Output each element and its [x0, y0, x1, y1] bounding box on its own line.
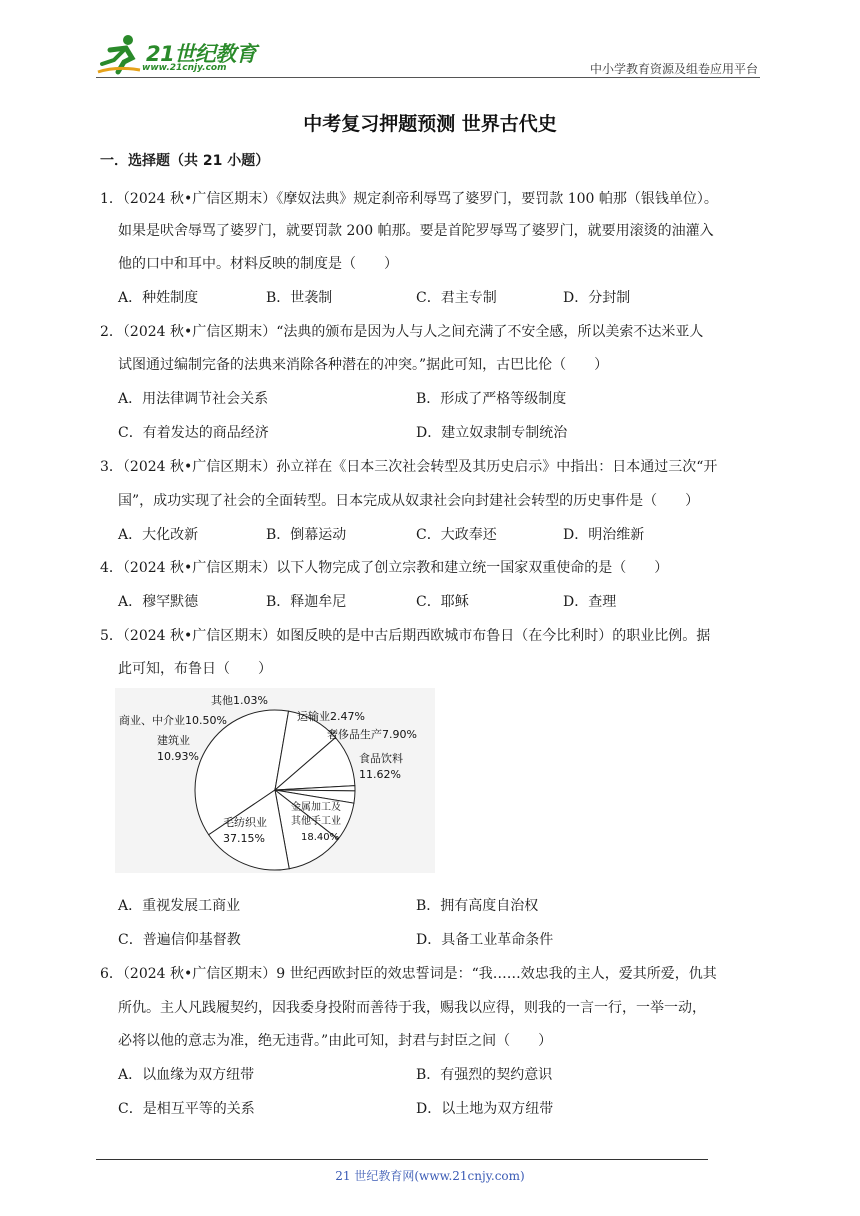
question-2-line-2: 试图通过编制完备的法典来消除各种潜在的冲突。”据此可知，古巴比伦（ ） — [118, 357, 609, 373]
question-1-option-c[interactable]: C．君主专制 — [416, 290, 497, 306]
question-5-option-a[interactable]: A．重视发展工商业 — [118, 898, 241, 914]
label-jinshu-2: 其他手工业 — [291, 816, 341, 827]
page-title: 中考复习押题预测 世界古代史 — [303, 113, 557, 135]
pie-chart — [115, 688, 435, 873]
question-3-option-d[interactable]: D．明治维新 — [563, 527, 645, 543]
label-shangye: 商业、中介业10.50% — [119, 714, 227, 727]
label-qita: 其他1.03% — [211, 694, 268, 707]
question-1-line-1: 1．（2024 秋•广信区期末）《摩奴法典》规定刹帝利辱骂了婆罗门，要罚款 100 帕那（银钱单位）。 — [100, 191, 718, 207]
question-1-line-2: 如果是吠舍辱骂了婆罗门，就要罚款 200 帕那。要是首陀罗辱骂了婆罗门，就要用滚烫的油灌入 — [118, 223, 714, 239]
question-4-option-c[interactable]: C．耶稣 — [416, 594, 469, 610]
label-shechi: 奢侈品生产7.90% — [327, 728, 417, 741]
question-2-option-b[interactable]: B．形成了严格等级制度 — [416, 391, 567, 407]
logo-text: 21世纪教育 — [146, 42, 257, 66]
question-6-line-1: 6．（2024 秋•广信区期末）9 世纪西欧封臣的效忠誓词是：“我……效忠我的主人，爱其所爱，仇其 — [100, 966, 717, 982]
question-5-option-d[interactable]: D．具备工业革命条件 — [416, 932, 554, 948]
label-shipin-name: 食品饮料 — [359, 752, 403, 765]
question-3-option-b[interactable]: B．倒幕运动 — [266, 527, 347, 543]
question-5-line-2: 此可知，布鲁日（ ） — [118, 661, 272, 677]
question-3-option-a[interactable]: A．大化改新 — [118, 527, 199, 543]
header-divider — [96, 77, 760, 78]
question-3-line-1: 3．（2024 秋•广信区期末）孙立祥在《日本三次社会转型及其历史启示》中指出：日本通过三次“开 — [100, 459, 718, 475]
runner-logo-icon — [96, 32, 146, 76]
label-jinshu-3: 18.40% — [301, 832, 340, 843]
question-3-line-2: 国”，成功实现了社会的全面转型。日本完成从奴隶社会向封建社会转型的历史事件是（ ） — [118, 493, 700, 509]
question-2-option-c[interactable]: C．有着发达的商品经济 — [118, 425, 269, 441]
pie-chart-svg — [115, 688, 435, 873]
label-maofang-name: 毛纺织业 — [223, 816, 267, 829]
question-1-option-d[interactable]: D．分封制 — [563, 290, 631, 306]
question-3-option-c[interactable]: C．大政奉还 — [416, 527, 497, 543]
question-4-option-b[interactable]: B．释迦牟尼 — [266, 594, 347, 610]
question-6-option-c[interactable]: C．是相互平等的关系 — [118, 1101, 255, 1117]
section-heading: 一．选择题（共 21 小题） — [100, 153, 270, 169]
label-maofang-value: 37.15% — [223, 832, 265, 845]
question-2-line-1: 2．（2024 秋•广信区期末）“法典的颁布是因为人与人之间充满了不安全感，所以美索不达米亚人 — [100, 324, 704, 340]
question-6-line-3: 必将以他的意志为准，绝无违背。”由此可知，封君与封臣之间（ ） — [118, 1033, 553, 1049]
question-5-option-b[interactable]: B．拥有高度自治权 — [416, 898, 539, 914]
question-6-option-d[interactable]: D．以土地为双方纽带 — [416, 1101, 554, 1117]
logo-url: www.21cnjy.com — [142, 63, 227, 73]
question-5-option-c[interactable]: C．普遍信仰基督教 — [118, 932, 241, 948]
label-jianzhu-name: 建筑业 — [157, 734, 190, 747]
question-6-option-a[interactable]: A．以血缘为双方纽带 — [118, 1067, 255, 1083]
question-4-option-d[interactable]: D．查理 — [563, 594, 617, 610]
question-1-line-3: 他的口中和耳中。材料反映的制度是（ ） — [118, 256, 398, 272]
question-2-option-a[interactable]: A．用法律调节社会关系 — [118, 391, 269, 407]
question-6-line-2: 所仇。主人凡践履契约，因我委身投附而善待于我，赐我以应得，则我的一言一行，一举一动， — [118, 1000, 706, 1016]
label-yunshu: 运输业2.47% — [297, 710, 365, 723]
question-1-option-b[interactable]: B．世袭制 — [266, 290, 333, 306]
label-shipin-value: 11.62% — [359, 768, 401, 781]
question-1-option-a[interactable]: A．种姓制度 — [118, 290, 199, 306]
question-4-line-1: 4．（2024 秋•广信区期末）以下人物完成了创立宗教和建立统一国家双重使命的是（ ） — [100, 560, 669, 576]
footer-divider — [96, 1159, 708, 1160]
label-jinshu-1: 金属加工及 — [291, 802, 341, 813]
label-jianzhu-value: 10.93% — [157, 750, 199, 763]
footer-text: 21 世纪教育网(www.21cnjy.com) — [335, 1169, 525, 1183]
question-6-option-b[interactable]: B．有强烈的契约意识 — [416, 1067, 553, 1083]
question-5-line-1: 5．（2024 秋•广信区期末）如图反映的是中古后期西欧城市布鲁日（在今比利时）的职业比例。据 — [100, 628, 711, 644]
question-2-option-d[interactable]: D．建立奴隶制专制统治 — [416, 425, 568, 441]
platform-label: 中小学教育资源及组卷应用平台 — [589, 62, 758, 76]
question-4-option-a[interactable]: A．穆罕默德 — [118, 594, 199, 610]
